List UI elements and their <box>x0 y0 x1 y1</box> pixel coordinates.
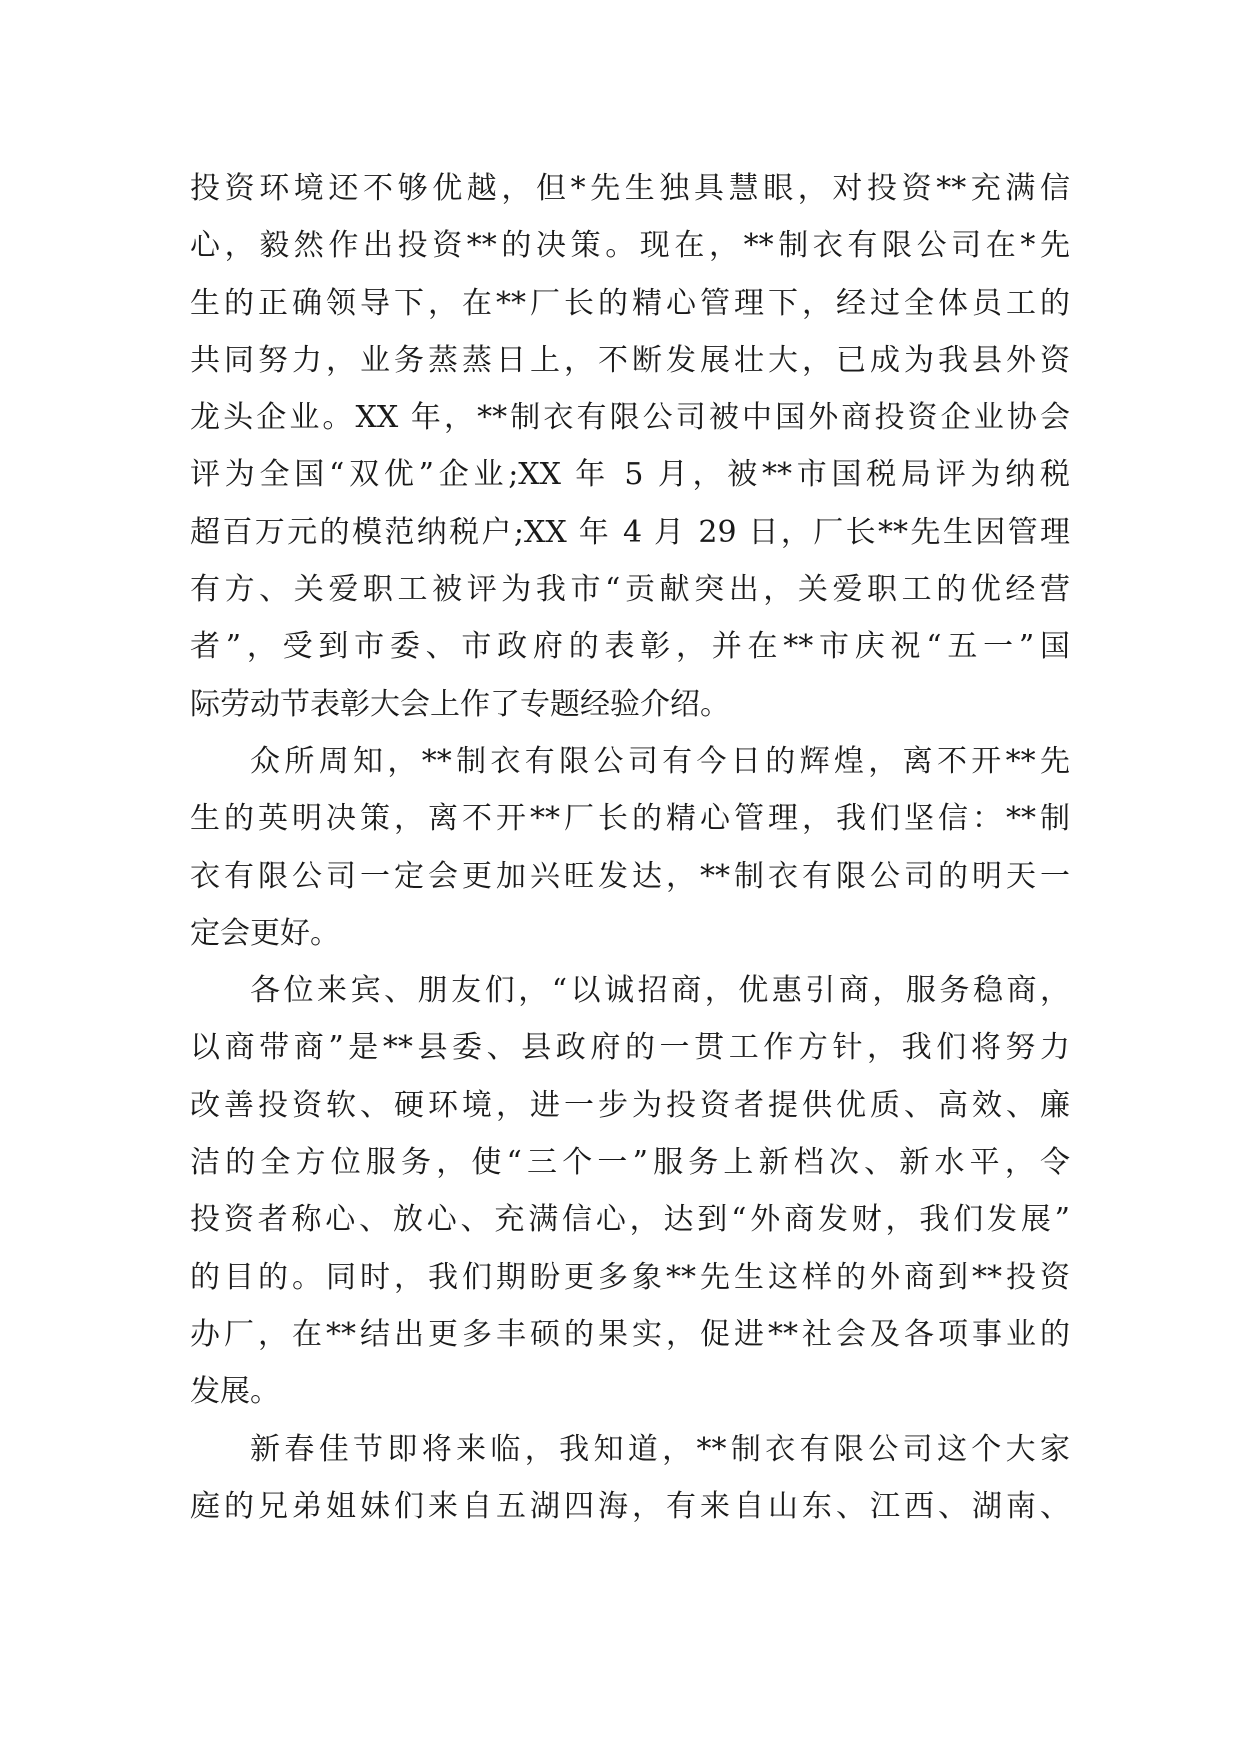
text-line: 共同努力，业务蒸蒸日上，不断发展壮大，已成为我县外资 <box>190 342 1070 378</box>
paragraph-first-line: 新春佳节即将来临，我知道，**制衣有限公司这个大家 <box>250 1431 1070 1467</box>
text-line: 办厂，在**结出更多丰硕的果实，促进**社会及各项事业的 <box>190 1316 1070 1352</box>
text-line: 投资环境还不够优越，但*先生独具慧眼，对投资**充满信 <box>190 171 1070 206</box>
body-text <box>190 160 1070 1535</box>
text-line: 生的英明决策，离不开**厂长的精心管理，我们坚信：**制 <box>190 801 1070 837</box>
text-line: 心，毅然作出投资**的决策。现在，**制衣有限公司在*先 <box>190 228 1070 264</box>
text-line: 投资者称心、放心、充满信心，达到“外商发财，我们发展” <box>190 1202 1070 1238</box>
paragraph-first-line: 各位来宾、朋友们，“以诚招商，优惠引商，服务稳商， <box>250 973 1070 1009</box>
paragraph-first-line: 众所周知，**制衣有限公司有今日的辉煌，离不开**先 <box>250 743 1070 779</box>
text-line: 生的正确领导下，在**厂长的精心管理下，经过全体员工的 <box>190 285 1070 321</box>
text-line: 超百万元的模范纳税户;XX 年 4 月 29 日，厂长**先生因管理 <box>190 514 1070 550</box>
text-line: 以商带商”是**县委、县政府的一贯工作方针，我们将努力 <box>190 1030 1070 1066</box>
text-line: 庭的兄弟姐妹们来自五湖四海，有来自山东、江西、湖南、 <box>190 1488 1070 1524</box>
text-line: 者”，受到市委、市政府的表彰，并在**市庆祝“五一”国 <box>190 629 1070 665</box>
text-line: 改善投资软、硬环境，进一步为投资者提供优质、高效、廉 <box>190 1087 1070 1123</box>
text-line: 洁的全方位服务，使“三个一”服务上新档次、新水平，令 <box>190 1145 1070 1181</box>
text-line: 龙头企业。XX 年，**制衣有限公司被中国外商投资企业协会 <box>190 400 1070 436</box>
text-line: 评为全国“双优”企业;XX 年 5 月，被**市国税局评为纳税 <box>190 457 1070 493</box>
text-line: 有方、关爱职工被评为我市“贡献突出，关爱职工的优经营 <box>190 572 1070 608</box>
text-line: 发展。 <box>190 1374 280 1410</box>
text-line: 衣有限公司一定会更加兴旺发达，**制衣有限公司的明天一 <box>190 858 1070 894</box>
text-line: 的目的。同时，我们期盼更多象**先生这样的外商到**投资 <box>190 1259 1070 1295</box>
text-line: 际劳动节表彰大会上作了专题经验介绍。 <box>190 686 730 722</box>
text-line: 定会更好。 <box>190 915 340 951</box>
